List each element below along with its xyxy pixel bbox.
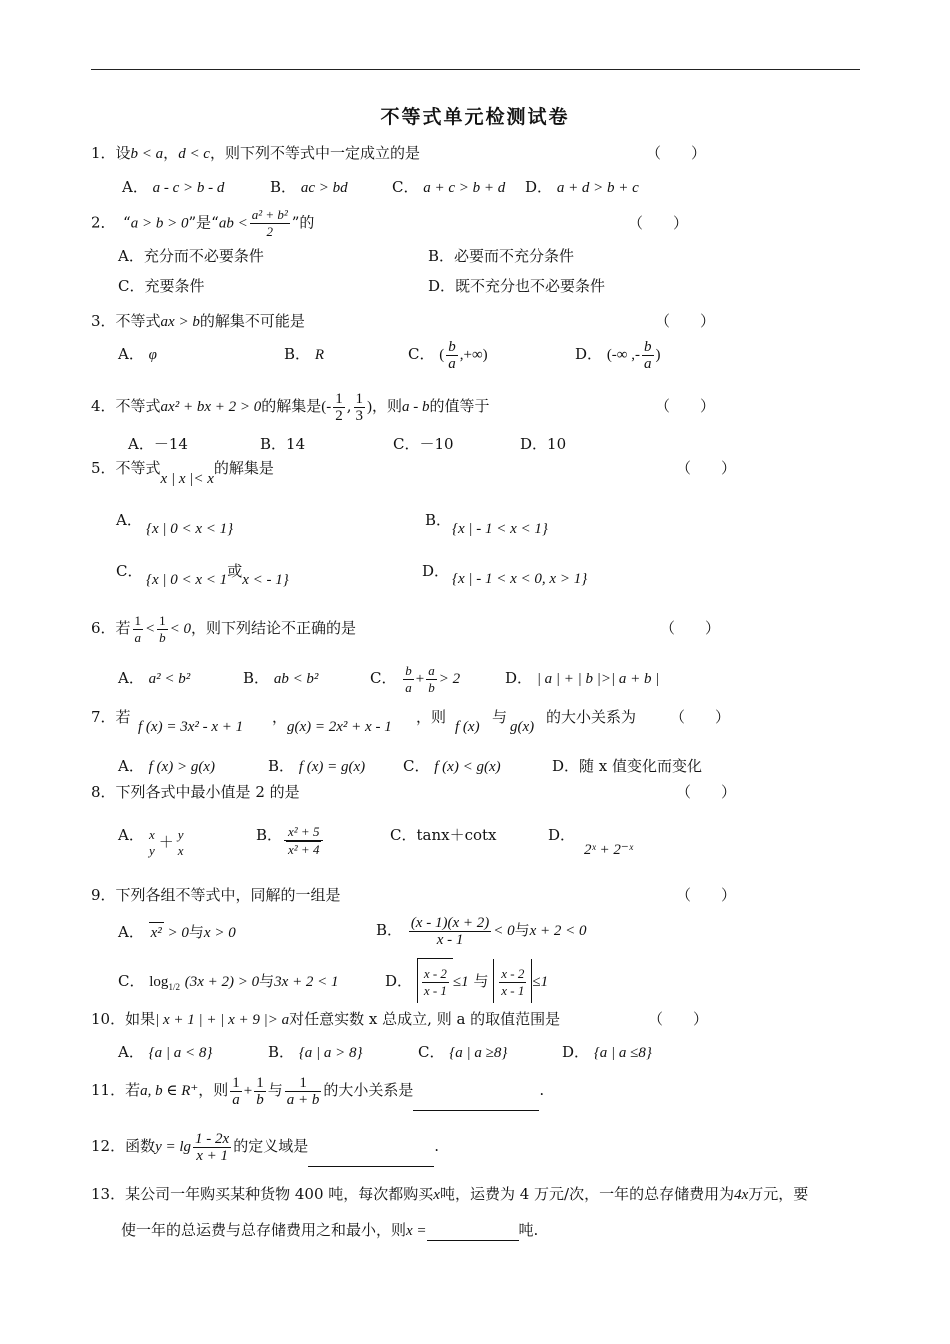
question-12: 12．函数y = lg $\frac{1 - 2x}{x + 1}$ 的定义域是 . bbox=[91, 1126, 439, 1167]
question-5: 5．不等式x | x |< x的解集是 bbox=[91, 459, 274, 487]
q7-option-c: C． f (x) < g(x) bbox=[403, 757, 501, 775]
q6-option-c: C． $\frac{b}{a}$ + $\frac{a}{b}$ > 2 bbox=[370, 662, 461, 695]
answer-paren: （ ） bbox=[655, 312, 716, 330]
q5-option-b: B． bbox=[425, 511, 452, 529]
q10-option-c: C． {a | a ≥8} bbox=[418, 1043, 508, 1061]
q10-option-b: B． {a | a > 8} bbox=[268, 1043, 363, 1061]
q6-option-d: D． | a | + | b |>| a + b | bbox=[505, 669, 660, 687]
question-3: 3．不等式ax > b的解集不可能是 bbox=[91, 312, 305, 330]
q3-option-a: A． φ bbox=[118, 345, 157, 363]
q7-gx: g(x) bbox=[510, 719, 535, 735]
question-10: 10．如果| x + 1 | + | x + 9 |> a对任意实数 x 总成立, 则 a 的取值范围是 bbox=[91, 1010, 561, 1028]
q10-option-d: D． {a | a ≤8} bbox=[562, 1043, 652, 1061]
q8-option-a: x y ＋ y x bbox=[149, 827, 184, 858]
q1-option-d: D． a + d > b + c bbox=[525, 178, 639, 196]
answer-paren: （ ） bbox=[676, 783, 737, 801]
q9-option-c: C． $\log_{1/2} (3x + 2) > 0$与3x + 2 < 1 bbox=[118, 972, 339, 992]
q4-option-b: B．14 bbox=[260, 435, 306, 453]
q2-option-a: A．充分而不必要条件 bbox=[118, 247, 264, 265]
answer-paren: （ ） bbox=[676, 459, 737, 477]
q7-fx: f (x) bbox=[455, 719, 480, 735]
q5-option-b-text: {x | - 1 < x < 1} bbox=[452, 521, 548, 537]
question-13: 13．某公司一年购买某种货物 400 吨，每次都购买x吨，运费为 4 万元/次，一年的总存储费用为4x万元，要 bbox=[91, 1185, 809, 1203]
question-2: 2． “a > b > 0”是“ab < $\frac{\text{a² + b²}}{2}$ ”的 bbox=[91, 207, 315, 239]
answer-paren: （ ） bbox=[648, 1010, 709, 1028]
question-11: 11．若a, b ∈ R⁺，则 $\frac{1}{a}$ + $\frac{1}{b}$ 与 $\frac{1}{a + b}$ 的大小关系是 . bbox=[91, 1070, 544, 1111]
q9-option-b: B． $\frac{(x - 1)(x + 2)}{x - 1}$ < 0与x + 2 < 0 bbox=[376, 914, 587, 948]
q5-option-d: D． bbox=[422, 562, 450, 580]
answer-paren: （ ） bbox=[670, 708, 731, 726]
q7-post: 的大小关系为 bbox=[546, 708, 637, 726]
q6-option-a: A． a² < b² bbox=[118, 669, 191, 687]
q8-option-a-label: A． bbox=[118, 826, 144, 844]
q5-option-a-text: {x | 0 < x < 1} bbox=[146, 521, 234, 537]
q8-option-b-label: B． bbox=[256, 826, 283, 844]
answer-blank[interactable] bbox=[308, 1126, 434, 1167]
q2-option-b: B．必要而不充分条件 bbox=[428, 247, 575, 265]
question-1: 1．设b < a，d < c，则下列不等式中一定成立的是 bbox=[91, 144, 420, 162]
q7-f: f (x) = 3x² - x + 1 bbox=[138, 719, 244, 735]
q7-option-d: D．随 x 值变化而变化 bbox=[552, 757, 703, 775]
q9-option-d: D． $\frac{x - 2}{x - 1}$ ≤1 与 $\frac{x - 2}{x - 1}$ ≤1 bbox=[385, 958, 548, 1004]
q4-option-d: D．10 bbox=[520, 435, 567, 453]
q7-g: g(x) = 2x² + x - 1 bbox=[287, 719, 392, 735]
question-4: 4．不等式ax² + bx + 2 > 0的解集是(- $\frac{1}{2}$ , $\frac{1}{3}$ )，则a - b的值等于 bbox=[91, 390, 490, 424]
answer-paren: （ ） bbox=[628, 214, 689, 232]
q1-option-a: A． a - c > b - d bbox=[122, 178, 225, 196]
q8-option-d: 2ˣ + 2⁻ˣ bbox=[584, 842, 634, 858]
answer-blank[interactable] bbox=[413, 1070, 539, 1111]
question-6: 6．若 $\frac{1}{a}$ < $\frac{1}{b}$ < 0，则下列结论不正确的是 bbox=[91, 612, 357, 645]
top-rule bbox=[91, 69, 860, 70]
q7-yu: 与 bbox=[492, 708, 508, 726]
q10-option-a: A． {a | a < 8} bbox=[118, 1043, 213, 1061]
q7-sep: ， bbox=[272, 708, 288, 726]
answer-paren: （ ） bbox=[660, 619, 721, 637]
q2-option-c: C．充要条件 bbox=[118, 277, 205, 295]
q2-option-d: D．既不充分也不必要条件 bbox=[428, 277, 606, 295]
question-7: 7．若 bbox=[91, 708, 131, 726]
q5-option-d-text: {x | - 1 < x < 0, x > 1} bbox=[452, 571, 588, 587]
q3-option-b: B． R bbox=[284, 345, 324, 363]
q9-option-a: A． x² > 0与x > 0 bbox=[118, 923, 236, 941]
q4-option-c: C．－10 bbox=[393, 435, 454, 453]
page-title: 不等式单元检测试卷 bbox=[380, 106, 570, 128]
q5-option-c: C． bbox=[116, 562, 143, 580]
q8-option-c: C．tanx＋cotx bbox=[390, 826, 497, 844]
q7-mid: ，则 bbox=[416, 708, 447, 726]
answer-paren: （ ） bbox=[676, 886, 737, 904]
answer-blank[interactable] bbox=[427, 1220, 519, 1241]
q5-option-c-text: {x | 0 < x < 1或x < - 1} bbox=[146, 562, 289, 588]
question-9: 9．下列各组不等式中，同解的一组是 bbox=[91, 886, 341, 904]
q6-option-b: B． ab < b² bbox=[243, 669, 319, 687]
q3-option-d: D． (-∞ ,- $\frac{b}{a}$ ) bbox=[575, 338, 661, 372]
q1-option-b: B． ac > bd bbox=[270, 178, 348, 196]
q7-option-a: A． f (x) > g(x) bbox=[118, 757, 215, 775]
q5-option-a: A． bbox=[116, 511, 142, 529]
question-8: 8．下列各式中最小值是 2 的是 bbox=[91, 783, 300, 801]
q4-option-a: A．－14 bbox=[128, 435, 188, 453]
q3-option-c: C． ( $\frac{b}{a}$ ,+∞) bbox=[408, 338, 488, 372]
q8-option-d-label: D． bbox=[548, 826, 576, 844]
answer-paren: （ ） bbox=[646, 144, 707, 162]
q1-option-c: C． a + c > b + d bbox=[392, 178, 506, 196]
q7-option-b: B． f (x) = g(x) bbox=[268, 757, 366, 775]
answer-paren: （ ） bbox=[655, 397, 716, 415]
q8-option-b: $\frac{\text{x² + 5}}{\text{x² + 4}}$ bbox=[282, 820, 325, 860]
question-13-line2: 使一年的总运费与总存储费用之和最小，则x = 吨. bbox=[121, 1221, 539, 1239]
